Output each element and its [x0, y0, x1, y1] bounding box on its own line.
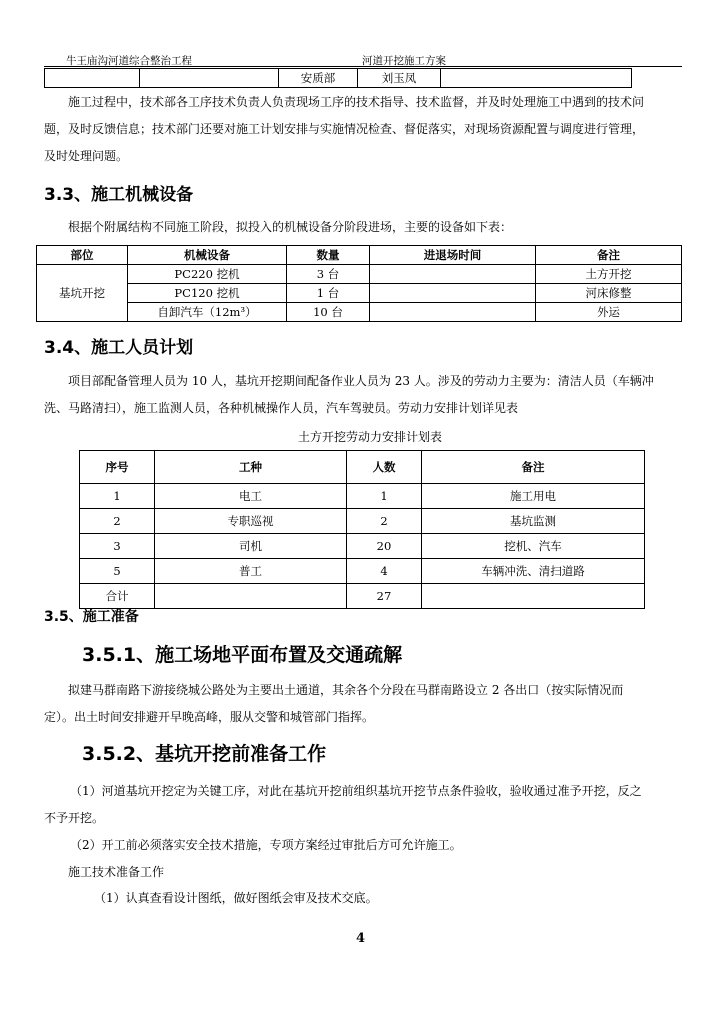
equipment-note-cell: 外运	[536, 303, 682, 322]
top-partial-table	[44, 68, 632, 88]
labor-type-cell: 司机	[155, 534, 347, 559]
equipment-header-time: 进退场时间	[370, 246, 536, 265]
labor-count-cell: 1	[347, 484, 422, 509]
equipment-time-cell	[370, 284, 536, 303]
labor-header-count: 人数	[347, 451, 422, 484]
labor-count-cell: 4	[347, 559, 422, 584]
labor-note-cell: 施工用电	[422, 484, 645, 509]
section-3-5-1-line1: 拟建马群南路下游接绕城公路处为主要出土通道，其余各个分段在马群南路设立 2 各出口（按实际情况而	[68, 683, 624, 697]
equipment-time-cell	[370, 303, 536, 322]
section-3-5-2-title: 3.5.2、基坑开挖前准备工作	[82, 743, 327, 765]
para1-line2: 题，及时反馈信息；技术部门还要对施工计划安排与实施情况检查、督促落实，对现场资源配置与调度进行管理，	[44, 122, 645, 136]
equipment-header-location: 部位	[37, 246, 128, 265]
section-3-5-2-line4: 施工技术准备工作	[68, 865, 165, 879]
labor-table	[79, 450, 645, 609]
labor-total-count: 27	[347, 584, 422, 609]
labor-table-caption: 土方开挖劳动力安排计划表	[298, 430, 443, 444]
section-3-4-line1: 项目部配备管理人员为 10 人，基坑开挖期间配备作业人员为 23 人。涉及的劳动力主要为：清洁人员（车辆冲	[68, 374, 654, 388]
top-table-cell	[140, 69, 279, 88]
section-3-5-2-line5: （1）认真查看设计图纸，做好图纸会审及技术交底。	[94, 891, 378, 905]
top-table-dept: 安质部	[279, 69, 358, 88]
equipment-name-cell: PC220 挖机	[128, 265, 287, 284]
labor-header-type: 工种	[155, 451, 347, 484]
equipment-name-cell: 自卸汽车（12m³）	[128, 303, 287, 322]
labor-total-note	[422, 584, 645, 609]
equipment-header-note: 备注	[536, 246, 682, 265]
labor-no-cell: 1	[80, 484, 155, 509]
para1-line1: 施工过程中，技术部各工序技术负责人负责现场工序的技术指导、技术监督，并及时处理施工中遇到的技术问	[68, 95, 645, 109]
top-table-cell	[441, 69, 632, 88]
equipment-table	[36, 245, 682, 322]
labor-note-cell: 挖机、汽车	[422, 534, 645, 559]
equipment-name-cell: PC120 挖机	[128, 284, 287, 303]
labor-header-no: 序号	[80, 451, 155, 484]
labor-note-cell: 车辆冲洗、清扫道路	[422, 559, 645, 584]
equipment-note-cell: 土方开挖	[536, 265, 682, 284]
labor-total-type	[155, 584, 347, 609]
section-3-5-1-title: 3.5.1、施工场地平面布置及交通疏解	[82, 644, 403, 666]
section-3-3-title: 3.3、施工机械设备	[44, 185, 194, 205]
labor-count-cell: 2	[347, 509, 422, 534]
header-divider	[44, 66, 682, 67]
equipment-header-qty: 数量	[287, 246, 370, 265]
equipment-qty-cell: 10 台	[287, 303, 370, 322]
labor-type-cell: 专职巡视	[155, 509, 347, 534]
labor-type-cell: 普工	[155, 559, 347, 584]
equipment-header-equipment: 机械设备	[128, 246, 287, 265]
top-table-cell	[45, 69, 140, 88]
section-3-5-2-line1: （1）河道基坑开挖定为关键工序，对此在基坑开挖前组织基坑开挖节点条件验收，验收通过准予开挖，反之	[70, 784, 642, 798]
equipment-time-cell	[370, 265, 536, 284]
equipment-location-cell: 基坑开挖	[37, 265, 128, 322]
labor-no-cell: 3	[80, 534, 155, 559]
header-project-title: 牛王庙沟河道综合整治工程	[66, 55, 192, 67]
labor-no-cell: 5	[80, 559, 155, 584]
labor-count-cell: 20	[347, 534, 422, 559]
para1-line3: 及时处理问题。	[44, 149, 129, 163]
section-3-5-1-line2: 定）。出土时间安排避开早晚高峰，服从交警和城管部门指挥。	[44, 710, 375, 724]
labor-header-note: 备注	[422, 451, 645, 484]
labor-total-label: 合计	[80, 584, 155, 609]
equipment-qty-cell: 1 台	[287, 284, 370, 303]
equipment-qty-cell: 3 台	[287, 265, 370, 284]
page-number: 4	[356, 931, 366, 946]
labor-type-cell: 电工	[155, 484, 347, 509]
labor-no-cell: 2	[80, 509, 155, 534]
equipment-note-cell: 河床修整	[536, 284, 682, 303]
section-3-5-2-line2: 不予开挖。	[44, 811, 105, 825]
section-3-4-title: 3.4、施工人员计划	[44, 338, 194, 358]
section-3-5-title: 3.5、施工准备	[44, 609, 139, 625]
header-doc-title: 河道开挖施工方案	[362, 55, 446, 67]
top-table-person: 刘玉凤	[358, 69, 441, 88]
section-3-3-intro: 根据个附属结构不同施工阶段，拟投入的机械设备分阶段进场，主要的设备如下表：	[68, 220, 513, 234]
section-3-5-2-line3: （2）开工前必须落实安全技术措施，专项方案经过审批后方可允许施工。	[70, 838, 462, 852]
section-3-4-line2: 洗、马路清扫），施工监测人员，各种机械操作人员，汽车驾驶员。劳动力安排计划详见表	[44, 401, 519, 415]
labor-note-cell: 基坑监测	[422, 509, 645, 534]
